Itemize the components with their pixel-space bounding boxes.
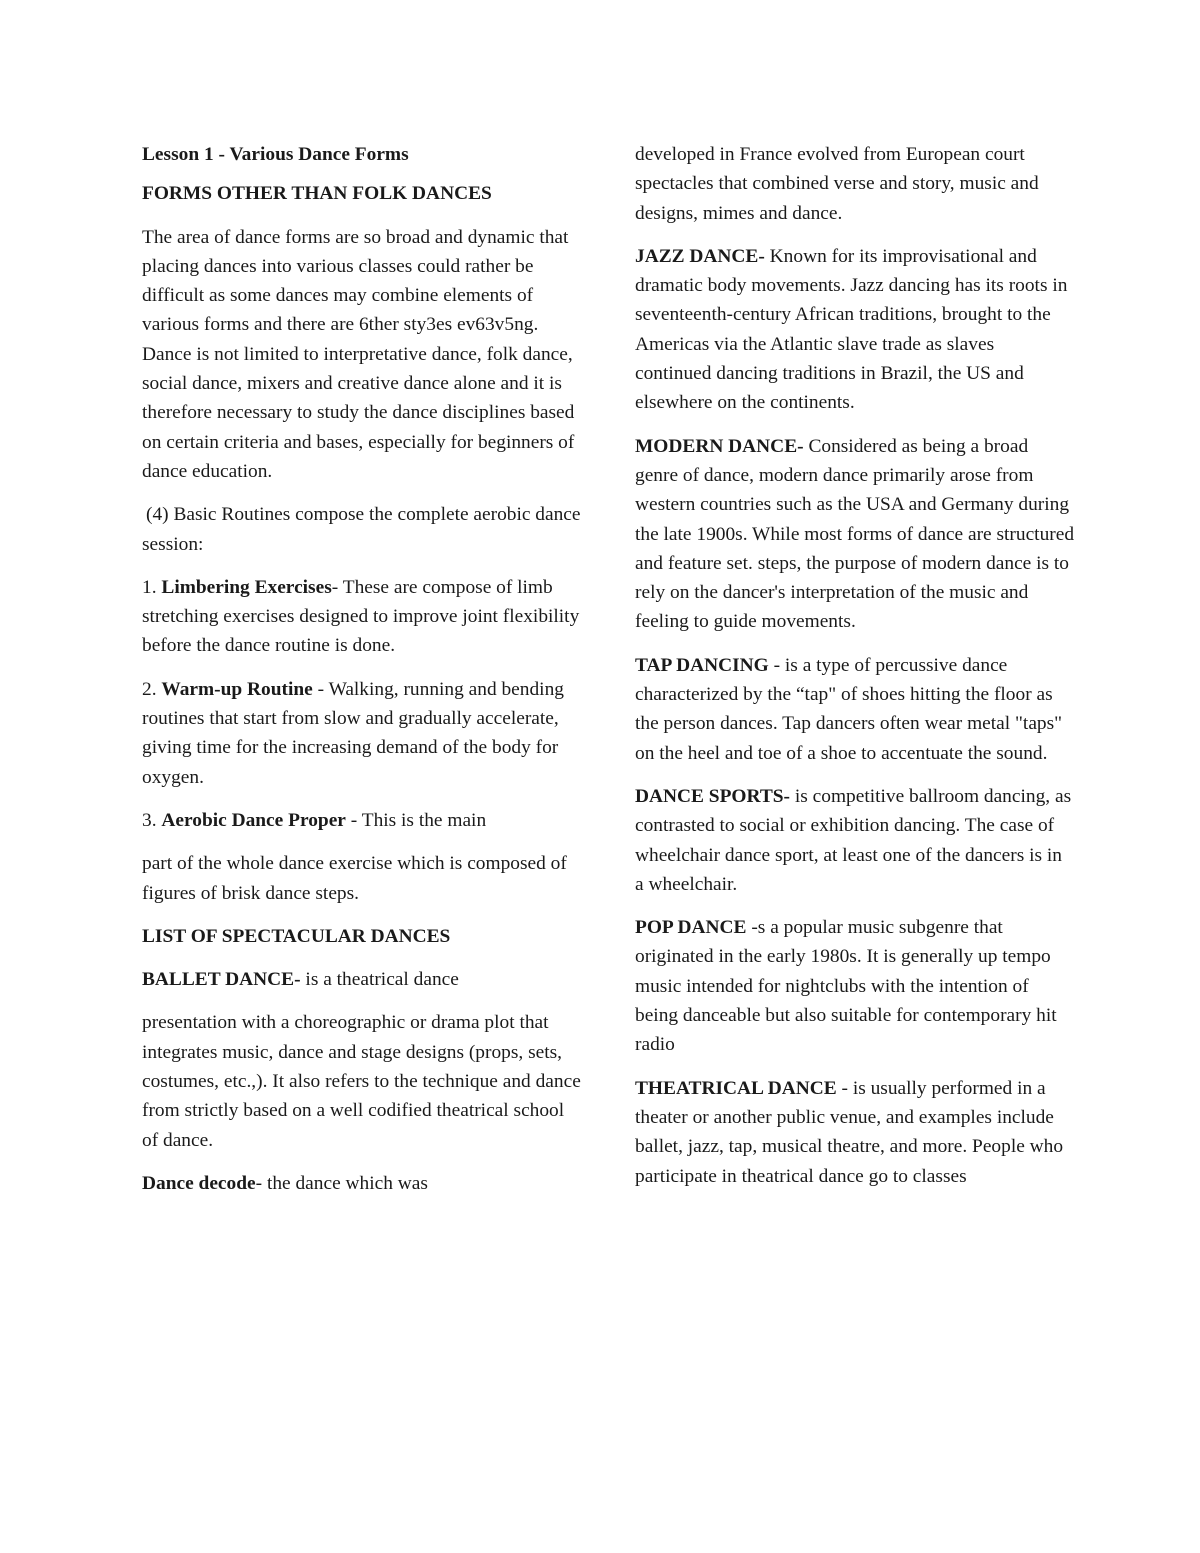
left-column [142,140,582,1212]
decode-continuation: developed in France evolved from European court spectacles that combined verse and story, music and designs, mimes and dance. [635,144,1039,224]
dance-entry-jazz [635,242,1075,418]
routine-item-warmup [142,675,582,792]
decode-entry [142,1169,582,1198]
dance-entry-theatrical [635,1074,1075,1191]
dance-description: is competitive ballroom dancing, as contrasted to social or exhibition dancing. The case of wheelchair dance sport, at least one of the dancers is in a wheelchair. [635,785,1072,895]
dance-term: TAP DANCING [635,654,769,676]
routine-item-limbering [142,573,582,661]
dance-term: DANCE SPORTS- [635,785,791,807]
dance-description: - is usually performed in a theater or another public venue, and examples include ballet, jazz, tap, musical theatre, and more. People who participate in theatrical dance go to classes [635,1077,1064,1187]
dance-entry-pop [635,913,1075,1059]
dance-description: Known for its improvisational and dramatic body movements. Jazz dancing has its roots in seventeenth-century African traditions, brought to the Americas via the Atlantic slave trade as slaves continued dancing traditions in Brazil, the US and elsewhere on the continents. [635,245,1068,414]
dance-term: JAZZ DANCE- [635,245,765,267]
routine-description: - These are compose of limb stretching exercises designed to improve joint flexibility before the dance routine is done. [142,576,580,657]
routine-term: Warm-up Routine [161,678,313,700]
routine-number: 1. [142,576,162,598]
list-heading: LIST OF SPECTACULAR DANCES [142,925,451,947]
routine-description: - Walking, running and bending routines that start from slow and gradually accelerate, giving time for the increasing demand of the body for oxygen. [142,678,564,788]
dance-description: -s a popular music subgenre that originated in the early 1980s. It is generally up tempo music intended for nightclubs with the intention of being danceable but also suitable for contemporary hit radio [635,917,1057,1056]
ballet-continuation: presentation with a choreographic or drama plot that integrates music, dance and stage designs (props, sets, costumes, etc.,). It also refers to the technique and dance from strictly based on a well codified theatrical school of dance. [142,1012,581,1151]
ballet-term: BALLET DANCE- [142,969,301,991]
lesson-title: Lesson 1 - Various Dance Forms [142,144,409,165]
routine-number: 3. [142,809,162,831]
routine-term: Aerobic Dance Proper [161,809,346,831]
right-column [635,140,1075,1205]
decode-description: - the dance which was [255,1172,428,1194]
routines-intro: (4) Basic Routines compose the complete aerobic dance session: [142,504,581,555]
routine-item-aerobic [142,806,582,835]
dance-description: Considered as being a broad genre of dance, modern dance primarily arose from western countries such as the USA and Germany during the late 1900s. While most forms of dance are structured and feature set. steps, the purpose of modern dance is to rely on the dancer's interpretation of the music and feeling to guide movements. [635,435,1075,633]
dance-term: MODERN DANCE- [635,435,804,457]
intro-paragraph: The area of dance forms are so broad and dynamic that placing dances into various classes could rather be difficult as some dances may combine elements of various forms and there are 6ther sty3es ev63v5ng. Dance is not limited to interpretative dance, folk dance, social dance, mixers and creative dance alone and it is therefore necessary to study the dance disciplines based on certain criteria and bases, especially for beginners of dance education. [142,226,575,482]
routine-term: Limbering Exercises [161,576,332,598]
decode-term: Dance decode [142,1172,256,1194]
dance-entry-modern [635,432,1075,637]
routine-number: 2. [142,678,162,700]
dance-term: THEATRICAL DANCE [635,1077,837,1099]
dance-description: - is a type of percussive dance characterized by the “tap" of shoes hitting the floor as the person dances. Tap dancers often wear metal "taps" on the heel and toe of a shoe to accentuate the sound. [635,654,1063,764]
ballet-description: is a theatrical dance [300,969,459,991]
ballet-entry [142,965,582,994]
dance-entry-sports [635,782,1075,899]
aerobic-continuation: part of the whole dance exercise which is composed of figures of brisk dance steps. [142,853,567,904]
routine-description: - This is the main [345,809,487,831]
dance-entry-tap [635,651,1075,768]
dance-term: POP DANCE [635,917,747,939]
section-heading: FORMS OTHER THAN FOLK DANCES [142,183,492,205]
